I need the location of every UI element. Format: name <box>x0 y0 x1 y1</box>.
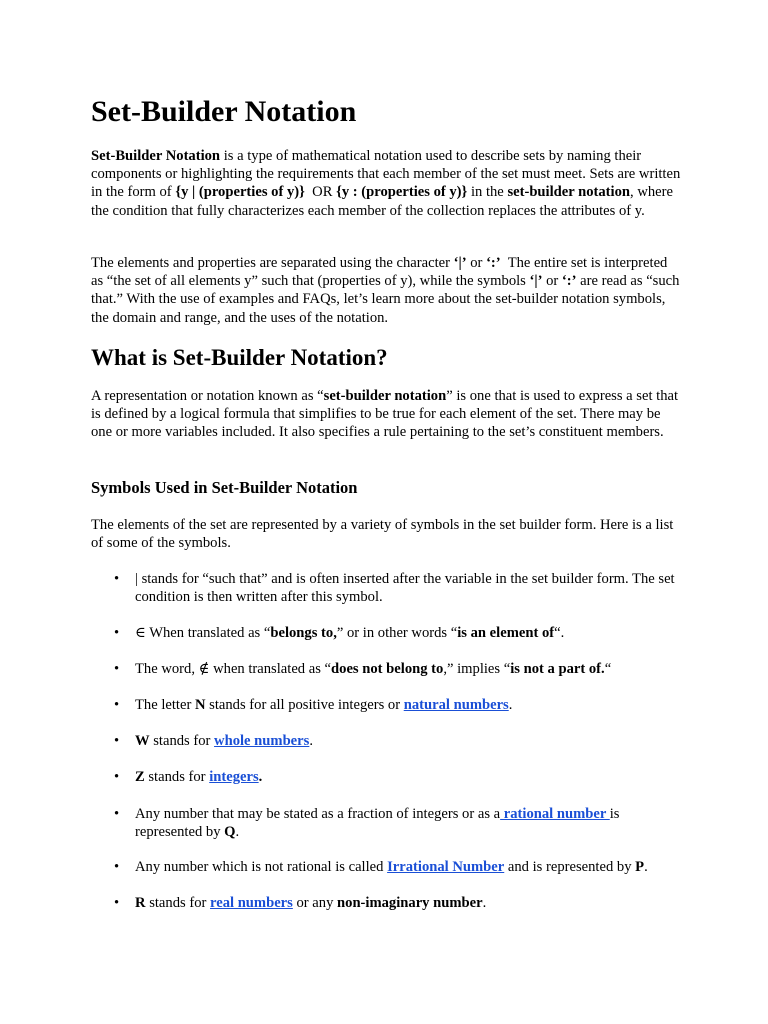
real-numbers-link[interactable]: real numbers <box>210 895 293 911</box>
bullet-icon: • <box>114 697 120 713</box>
integers-link[interactable]: integers <box>209 769 259 785</box>
formula-bar: {y | (properties of y)} <box>175 184 305 201</box>
list-item: • W stands for whole numbers. <box>114 733 313 749</box>
page-title: Set-Builder Notation <box>91 95 357 128</box>
term-bold: set-builder notation <box>323 388 447 404</box>
irrational-number-link[interactable]: Irrational Number <box>387 859 505 875</box>
term-bold: Set-Builder Notation <box>91 148 221 164</box>
such-that-symbol: | <box>135 571 138 587</box>
list-item: • Z stands for integers. <box>114 769 263 785</box>
bullet-icon: • <box>114 571 120 587</box>
bullet-icon: • <box>114 661 120 677</box>
list-item: • Any number that may be stated as a fraction of integers or as a rational number is represented by Q. <box>114 806 620 841</box>
symbols-intro-paragraph: The elements of the set are represented by a variety of symbols in the set builder form. Here is a list of some of the symbols. <box>91 517 674 552</box>
element-of-symbol: ∈ <box>135 625 146 641</box>
natural-numbers-link[interactable]: natural numbers <box>403 697 509 713</box>
bullet-icon: • <box>114 895 120 911</box>
separators-paragraph: The elements and properties are separated using the character ‘|’ or ‘:’ The entire set is interpreted as “the set of all elements y” such that (properties of y), while the symbols ‘|’ or ‘:’ are read as “such that.” With the use of examples and FAQs, let’s learn more about the set-builder notation symbols, the domain and range, and the uses of the notation. <box>91 255 680 326</box>
bullet-icon: • <box>114 625 120 641</box>
bullet-icon: • <box>114 733 120 749</box>
list-item: • ∈ When translated as “belongs to,” or in other words “is an element of“. <box>114 625 565 641</box>
term-bold: set-builder notation <box>507 184 631 201</box>
whole-numbers-link[interactable]: whole numbers <box>214 733 310 749</box>
list-item: • The letter N stands for all positive integers or natural numbers. <box>114 697 513 713</box>
not-element-of-symbol: ∉ <box>198 661 210 677</box>
rational-number-link[interactable]: rational number <box>500 806 610 822</box>
bullet-icon: • <box>114 769 120 785</box>
list-item: • | stands for “such that” and is often inserted after the variable in the set builder form. The set condition is then written after this symbol. <box>114 571 675 606</box>
bullet-icon: • <box>114 859 120 875</box>
list-item: • R stands for real numbers or any non-imaginary number. <box>114 895 487 911</box>
list-item: • Any number which is not rational is called Irrational Number and is represented by P. <box>114 859 648 875</box>
section-heading: What is Set-Builder Notation? <box>91 345 388 370</box>
subsection-heading: Symbols Used in Set-Builder Notation <box>91 478 358 497</box>
bullet-icon: • <box>114 806 120 822</box>
definition-paragraph: A representation or notation known as “set-builder notation” is one that is used to express a set that is defined by a logical formula that simplifies to be true for each element of the set. There may be one or more variables included. It also specifies a rule pertaining to the set’s constituent members. <box>91 388 679 441</box>
intro-paragraph: Set-Builder Notation is a type of mathematical notation used to describe sets by naming their components or highlighting the requirements that each member of the set must meet. Sets are written in the form of {y | (properties of y)} OR {y : (properties of y)} in the set-builder notation, where the condition that fully characterizes each member of the collection replaces the attributes of y. <box>91 148 681 219</box>
formula-colon: {y : (properties of y)} <box>336 184 468 201</box>
list-item: • The word, ∉ when translated as “does not belong to,” implies “is not a part of.“ <box>114 661 612 677</box>
